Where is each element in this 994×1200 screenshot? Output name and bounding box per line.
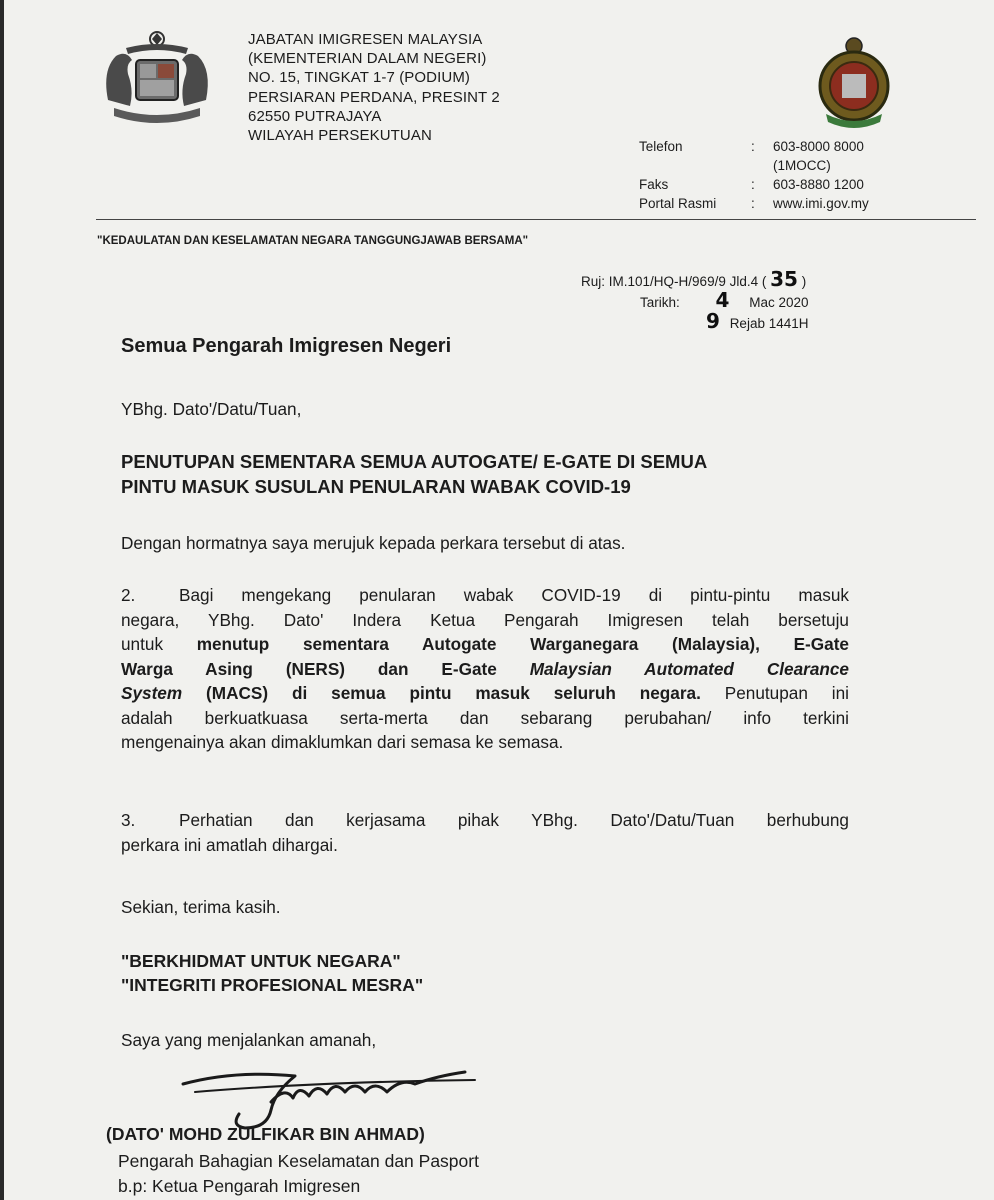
paragraph-text: Penutupan ini <box>700 683 849 703</box>
portal-label: Portal Rasmi <box>639 196 717 211</box>
paragraph-bold-text: menutup sementara Autogate Warganegara (Malaysia), E-Gate <box>196 634 849 654</box>
tarikh-label: Tarikh: <box>640 295 680 310</box>
paragraph-line: negara, YBhg. Dato' Indera Ketua Pengarah Imigresen telah bersetuju <box>121 609 849 630</box>
paragraph-line <box>121 632 849 657</box>
subject-line: PINTU MASUK SUSULAN PENULARAN WABAK COVID-19 <box>121 476 631 497</box>
signatory-on-behalf: b.p: Ketua Pengarah Imigresen <box>118 1176 361 1196</box>
paragraph-line <box>121 583 849 608</box>
address-line: 62550 PUTRAJAYA <box>248 107 382 125</box>
paragraph-1 <box>121 531 625 556</box>
tarikh-day: 4 <box>715 288 730 312</box>
closing-mottos <box>121 949 423 997</box>
hijri-day: 9 <box>706 309 720 333</box>
telefon-value-2: (1MOCC) <box>773 158 831 173</box>
header-divider <box>96 219 976 220</box>
paragraph-number: 3. <box>121 810 136 830</box>
address-line: JABATAN IMIGRESEN MALAYSIA <box>248 31 483 48</box>
salutation-text: YBhg. Dato'/Datu/Tuan, <box>121 399 302 419</box>
paragraph-text: Bagi mengekang penularan wabak COVID-19 di pintu-pintu masuk <box>179 585 849 605</box>
faks-label: Faks <box>639 177 669 192</box>
paragraph-line <box>121 681 849 706</box>
motto-line: "INTEGRITI PROFESIONAL MESRA" <box>121 975 424 995</box>
paragraph-line: mengenainya akan dimaklumkan dari semasa ke semasa. <box>121 732 564 752</box>
separator: : <box>751 196 755 211</box>
sender-address <box>248 30 500 145</box>
paragraph-bold-italic-text: System <box>121 683 183 703</box>
address-line: PERSIARAN PERDANA, PRESINT 2 <box>248 88 500 106</box>
header-motto: "KEDAULATAN DAN KESELAMATAN NEGARA TANGGUNGJAWAB BERSAMA" <box>97 235 529 247</box>
paragraph-line: adalah berkuatkuasa serta-merta dan sebarang perubahan/ info terkini <box>121 707 849 728</box>
recipient: Semua Pengarah Imigresen Negeri <box>121 335 452 357</box>
paragraph-line <box>121 808 849 833</box>
salutation <box>121 397 301 422</box>
paragraph-line <box>121 657 849 682</box>
ruj-close: ) <box>801 274 807 289</box>
address-line: (KEMENTERIAN DALAM NEGERI) <box>248 50 487 68</box>
coat-of-arms-logo <box>96 30 218 130</box>
separator: : <box>751 177 755 192</box>
tarikh-month-year: Mac 2020 <box>749 295 809 310</box>
ruj-number: 35 <box>770 267 798 291</box>
signatory-title: Pengarah Bahagian Keselamatan dan Pasport <box>118 1151 479 1171</box>
contact-values <box>773 137 869 213</box>
portal-value: www.imi.gov.my <box>773 196 869 211</box>
hijri-month-year: Rejab 1441H <box>729 316 809 331</box>
telefon-value: 603-8000 8000 <box>773 139 864 154</box>
address-line: NO. 15, TINGKAT 1-7 (PODIUM) <box>248 69 471 87</box>
paragraph-bold-text: Warga Asing (NERS) dan E-Gate <box>121 658 530 679</box>
paragraph-3 <box>121 808 849 857</box>
separator: : <box>751 139 755 154</box>
signoff-text: Saya yang menjalankan amanah, <box>121 1030 377 1050</box>
address-line: WILAYAH PERSEKUTUAN <box>248 127 432 145</box>
closing-text: Sekian, terima kasih. <box>121 897 281 917</box>
telefon-label: Telefon <box>639 139 683 154</box>
closing <box>121 895 281 920</box>
motto-line: "BERKHIDMAT UNTUK NEGARA" <box>121 951 401 971</box>
scan-edge <box>0 0 4 1200</box>
hijri-line <box>706 309 931 333</box>
ruj-label: Ruj: <box>581 274 606 289</box>
contact-labels <box>639 137 716 213</box>
paragraph-number: 2. <box>121 585 136 605</box>
immigration-badge-logo <box>808 34 900 130</box>
ruj-value: IM.101/HQ-H/969/9 Jld.4 ( <box>608 274 767 289</box>
paragraph-2 <box>121 583 849 755</box>
signatory-name: (DATO' MOHD ZULFIKAR BIN AHMAD) <box>106 1124 425 1144</box>
paragraph-line: perkara ini amatlah dihargai. <box>121 834 338 855</box>
ruj-line <box>581 267 807 291</box>
subject <box>121 449 707 499</box>
signoff <box>121 1028 376 1053</box>
tarikh-line <box>640 288 865 312</box>
reference-block <box>581 267 809 333</box>
paragraph-text: untuk <box>121 634 197 654</box>
paragraph-bold-text: (MACS) di semua pintu masuk seluruh negara. <box>182 683 701 703</box>
paragraph-text: Dengan hormatnya saya merujuk kepada perkara tersebut di atas. <box>121 533 626 553</box>
paragraph-text: Perhatian dan kerjasama pihak YBhg. Dato'/Datu/Tuan berhubung <box>179 810 849 830</box>
faks-value: 603-8880 1200 <box>773 177 864 192</box>
paragraph-bold-italic-text: Malaysian Automated Clearance <box>529 658 849 679</box>
contact-separators <box>751 137 755 213</box>
subject-line: PENUTUPAN SEMENTARA SEMUA AUTOGATE/ E-GATE DI SEMUA <box>121 451 708 472</box>
